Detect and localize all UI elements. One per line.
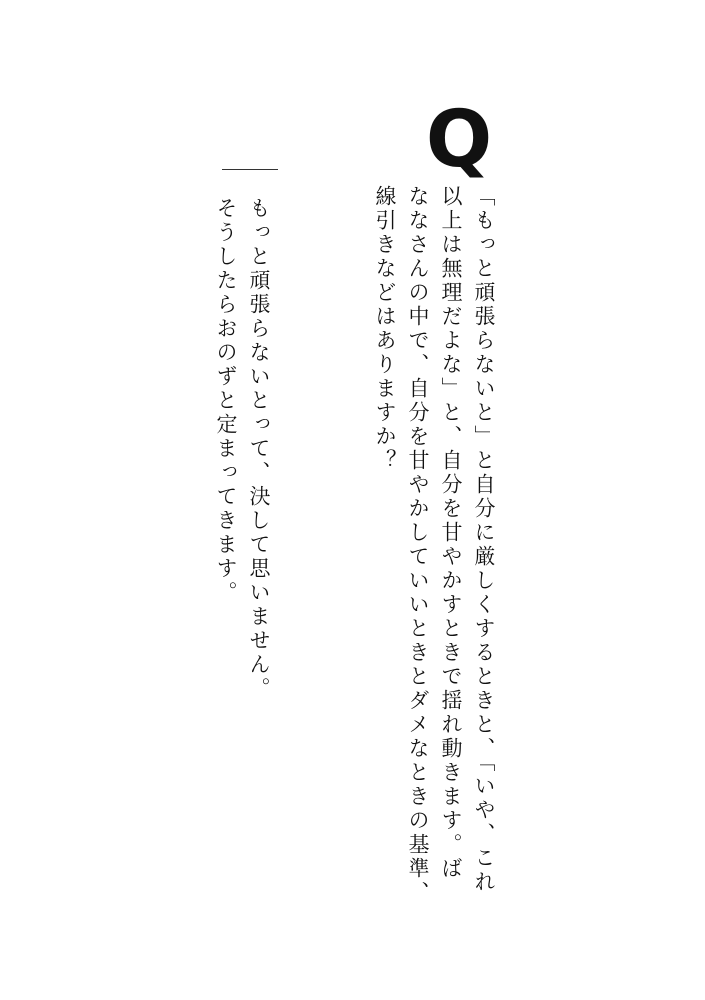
question-line: 以上は無理だよな」と、自分を甘やかすときで揺れ動きます。ば: [439, 185, 463, 881]
question-line: 線引きなどはありますか？: [373, 185, 397, 473]
question-text: [368, 185, 500, 905]
answer-text: [209, 197, 275, 701]
answer-line: そうしたらおのずと定まってきます。: [214, 197, 238, 605]
question-line: 「もっと頑張らないと」と自分に厳しくするときと、「いや、これ: [472, 185, 496, 895]
question-line: ななさんの中で、自分を甘やかしていいときとダメなときの基準、: [406, 185, 430, 905]
question-mark: Q: [425, 95, 493, 185]
answer-line: もっと頑張らないとって、決して思いません。: [247, 197, 271, 701]
answer-divider: [222, 169, 278, 170]
